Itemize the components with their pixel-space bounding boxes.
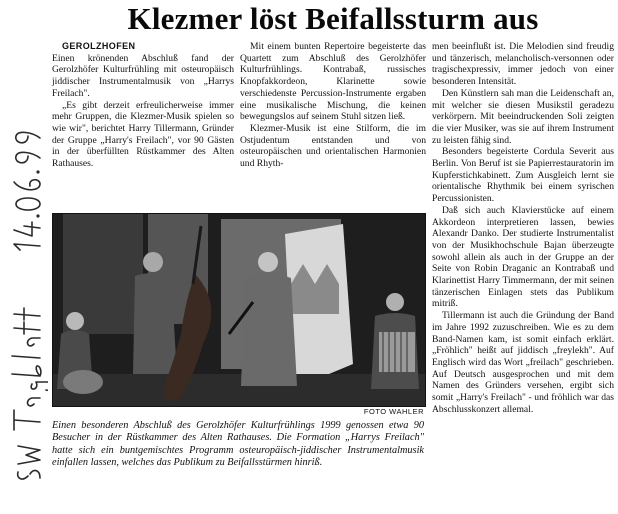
article-paragraph: Tillermann ist auch die Gründung der Band im Jahre 1992 zuzuschreiben. Wie es zu dem Band-Namen kam, ist somit einfach erklärt. „Fröhlich" heißt auf jiddisch „freylekh". Auf Englisch wird das Wort „freilach" geschrieben. Auf Deutsch ausgesprochen und mit dem Namen des Gründers versehen, ergibt sich somit „Harry's Freilach" - und fröhlich war das Abschlusskonzert allemal. bbox=[432, 310, 614, 415]
photo-credit: FOTO WAHLER bbox=[363, 407, 424, 416]
dateline: GEROLZHOFEN bbox=[62, 41, 136, 51]
article-paragraph: „Es gibt derzeit erfreulicherweise immer mehr Gruppen, die Klezmer-Musik spielen so wie wir", berichtet Harry Tillermann, Gründer der Gruppe „Harry's Freilach", vor 90 Gästen in der überfüllten Rüstkammer des Alten Rathauses. bbox=[52, 99, 234, 170]
article-column-3 bbox=[432, 41, 614, 416]
article-paragraph: Besonders begeisterte Cordula Severit aus Berlin. Von Beruf ist sie Papierrestauratorin im Kupferstichkabinett. Zum Ausgleich lernt sie orientalische Rhythmik bei einem syrischen Percussionisten. bbox=[432, 146, 614, 205]
article-paragraph: Den Künstlern sah man die Leidenschaft an, mit welcher sie diesen Musikstil geradezu verkörpern. Mit beeindruckenden Soli zeigten die vier Musiker, was sie auf ihrem Instrument zu leisten fähig sind. bbox=[432, 87, 614, 146]
photo-caption: Einen besonderen Abschluß des Gerolzhöfer Kulturfrühlings 1999 genossen etwa 90 Besucher in der Rüstkammer des Alten Rathauses. Die Formation „Harrys Freilach" hatte sich ein buntgemischtes Programm osteuropäisch-jiddischer Instrumentalmusik einfallen lassen, welches das Publikum zu Beifallsstürmen hinriß. bbox=[52, 420, 424, 469]
band-photo-graphic bbox=[53, 214, 425, 406]
article-column-1 bbox=[52, 41, 234, 170]
article-paragraph: Einen krönenden Abschluß fand der Gerolzhöfer Kulturfrühling mit osteuropäisch jiddischer Instrumentalmusik von „Harrys Freilach". bbox=[52, 52, 234, 99]
article-paragraph: men beeinflußt ist. Die Melodien sind freudig und tänzerisch, melancholisch-versonnen oder tragischexpressiv, immer jedoch von einer besonderen Intensität. bbox=[432, 41, 614, 88]
article-paragraph: Mit einem bunten Repertoire begeisterte das Quartett zum Abschluß des Gerolzhöfer Kulturfrühlings. Kontrabaß, russisches Knopfakkordeon, Klarinette sowie verschiedenste Percussion-Instrumente ergaben eine musikalische Mischung, die keinen bewegungslos auf seinem Stuhl sitzen ließ. bbox=[240, 41, 426, 123]
handwritten-note-graphic bbox=[2, 70, 48, 490]
handwritten-source-note bbox=[2, 70, 48, 490]
article-paragraph: Klezmer-Musik ist eine Stilform, die im Ostjudentum entstanden und von osteuropäischen und orientalischen Harmonien und Rhyth- bbox=[240, 122, 426, 170]
article-paragraph: Daß sich auch Klavierstücke auf einem Akkordeon interpretieren lassen, bewies Alexandr Danko. Der studierte Instrumentalist von der Musikhochschule Bajan überzeugte sowohl allein als auch in der Gruppe an der Seite von Robin Draganic an Kontrabaß und Klarinettist Harry Timmermann, der mit seinen tänzerischen Einlagen stets das Publikum mitriß. bbox=[432, 204, 614, 310]
band-photo bbox=[52, 213, 426, 407]
headline: Klezmer löst Beifallssturm aus bbox=[127, 1, 539, 36]
article-column-2 bbox=[240, 41, 426, 170]
